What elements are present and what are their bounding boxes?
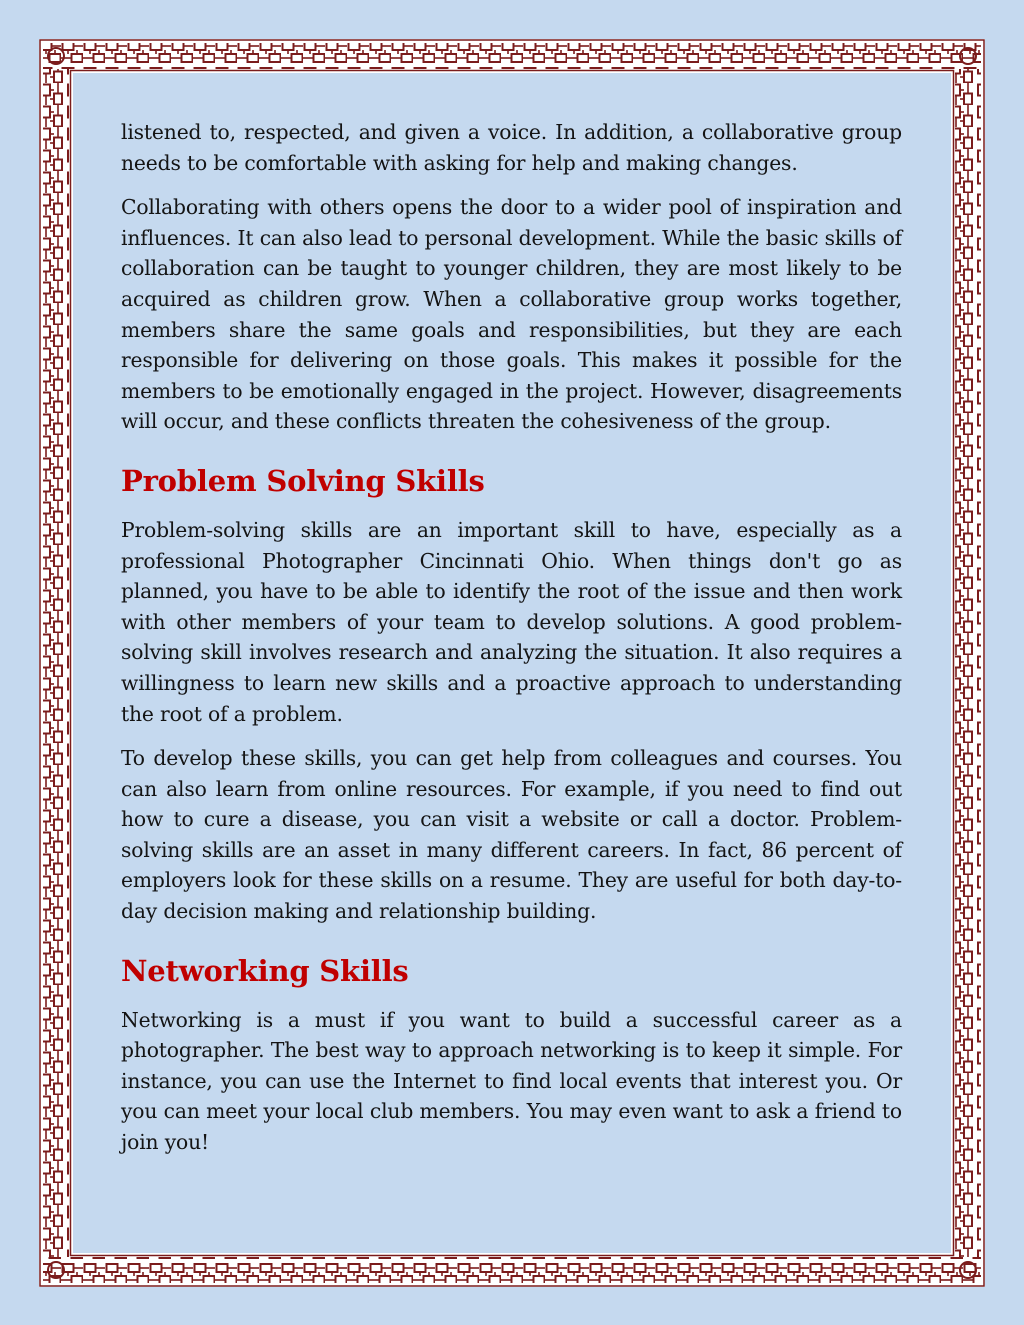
paragraph: Networking is a must if you want to build a successful career as a photographer. The best way to approach networking is to keep it simple. For instance, you can use the Internet to find local events that interest you. Or you can meet your local club members. You may even want to ask a friend to join you! [121,1007,902,1155]
paragraph: To develop these skills, you can get help from colleagues and courses. You can also learn from online resources. For example, if you need to find out how to cure a disease, you can visit a website or call a doctor. Problem-solving skills are an asset in many different careers. In fact, 86 percent of employers look for these skills on a resume. They are useful for both day-to-day decision making and relationship building. [121,746,902,924]
paragraph: listened to, respected, and given a voice. In addition, a collaborative group needs to be comfortable with asking for help and making changes. [121,120,902,175]
section-heading-networking: Networking Skills [121,953,409,988]
paragraph: Problem-solving skills are an important skill to have, especially as a professional Photographer Cincinnati Ohio. When things don't go as planned, you have to be able to identify the root of the issue and then work with other members of your team to develop solutions. A good problem-solving skill involves research and analyzing the situation. It also requires a willingness to learn new skills and a proactive approach to understanding the root of a problem. [121,517,902,726]
document-body [121,117,902,1172]
paragraph: Collaborating with others opens the door to a wider pool of inspiration and influences. It can also lead to personal development. While the basic skills of collaboration can be taught to younger children, they are most likely to be acquired as children grow. When a collaborative group works together, members share the same goals and responsibilities, but they are each responsible for delivering on those goals. This makes it possible for the members to be emotionally engaged in the project. However, disagreements will occur, and these conflicts threaten the cohesiveness of the group. [121,195,902,434]
section-heading-problem-solving: Problem Solving Skills [121,463,485,498]
